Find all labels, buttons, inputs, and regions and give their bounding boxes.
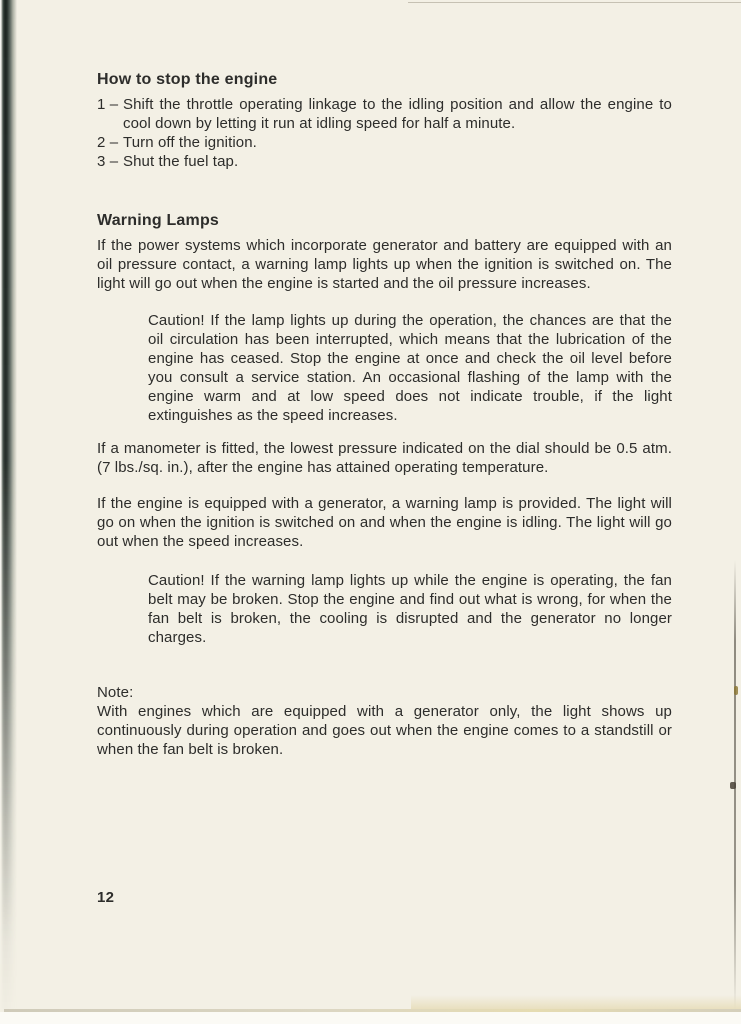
step-text: Shift the throttle operating linkage to the idling position and allow the engine to cool down by letting it run at idling speed for half a minute. <box>123 96 672 132</box>
section-warning-lamps <box>97 212 672 647</box>
note-text: With engines which are equipped with a generator only, the light shows up continuously during operation and goes out when the engine comes to a standstill or when the fan belt is broken. <box>97 703 672 758</box>
paper-stain <box>411 995 741 1009</box>
paragraph-caution-oil-circulation: Caution! If the lamp lights up during the operation, the chances are that the oil circulation has been interrupted, which means that the lubrication of the engine has ceased. Stop the engine at once and check the oil level before you consult a service station. An occasional flashing of the lamp with the engine warm and at low speed does not indicate trouble, if the light extinguishes as the speed increases. <box>148 312 672 424</box>
list-item-step-3 <box>97 152 672 171</box>
step-number: 2 – <box>97 134 119 151</box>
stop-engine-steps <box>97 95 672 171</box>
step-number: 1 – <box>97 96 119 113</box>
paragraph-oil-pressure-contact: If the power systems which incorporate generator and battery are equipped with an oil pressure contact, a warning lamp lights up when the ignition is switched on. The light will go out when the engine is started and the oil pressure increases. <box>97 237 672 292</box>
paragraph-generator-lamp: If the engine is equipped with a generator, a warning lamp is provided. The light will go on when the ignition is switched on and when the engine is idling. The light will go out when the speed increases. <box>97 495 672 550</box>
paragraph-caution-fan-belt: Caution! If the warning lamp lights up while the engine is operating, the fan belt may be broken. Stop the engine and find out what is wrong, for when the fan belt is broken, the cooling is disrupted and the generator no longer charges. <box>148 572 672 646</box>
list-item-step-2 <box>97 133 672 152</box>
paragraph-manometer: If a manometer is fitted, the lowest pressure indicated on the dial should be 0.5 atm. (7 lbs./sq. in.), after the engine has attained operating temperature. <box>97 440 672 476</box>
note-label: Note: <box>97 684 134 701</box>
scanner-background <box>0 1012 741 1024</box>
step-text: Turn off the ignition. <box>123 134 257 151</box>
list-item-step-1 <box>97 95 672 133</box>
step-text: Shut the fuel tap. <box>123 153 239 170</box>
step-number: 3 – <box>97 153 119 170</box>
section-heading-warning-lamps: Warning Lamps <box>97 212 220 229</box>
section-how-to-stop-engine <box>97 71 672 171</box>
section-note <box>97 683 672 759</box>
page-number: 12 <box>97 889 115 906</box>
section-heading-how-to-stop: How to stop the engine <box>97 71 278 88</box>
